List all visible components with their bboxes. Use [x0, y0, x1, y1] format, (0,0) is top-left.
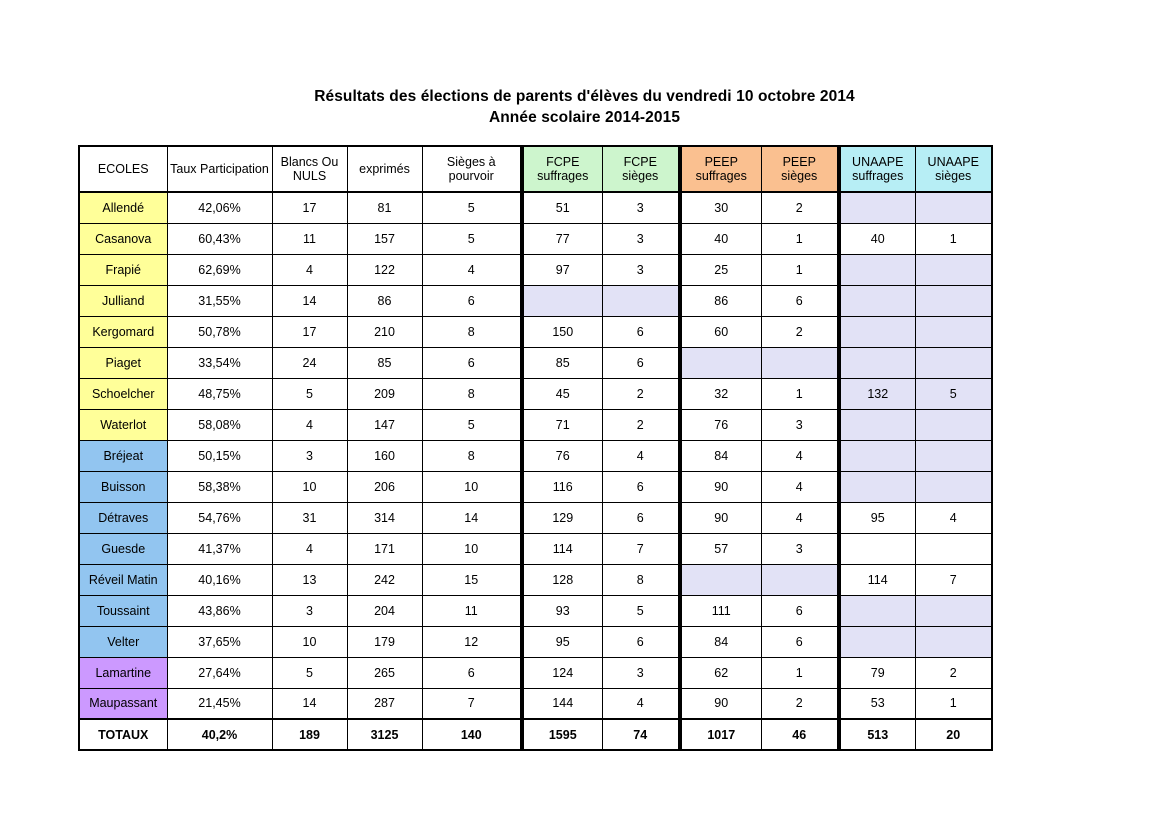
cell-unaape-sieges [915, 347, 992, 378]
cell-exprimes: 171 [347, 533, 422, 564]
cell-fcpe-sieges: 2 [602, 409, 680, 440]
cell-peep-sieges: 4 [761, 471, 839, 502]
cell-peep-sieges: 4 [761, 440, 839, 471]
cell-sieges-a-pourvoir: 11 [422, 595, 522, 626]
cell-blancs-nuls: 11 [272, 223, 347, 254]
cell-sieges-a-pourvoir: 14 [422, 502, 522, 533]
cell-taux-participation: 33,54% [167, 347, 272, 378]
cell-unaape-suffrages: 53 [839, 688, 915, 719]
cell-peep-suffrages: 84 [680, 440, 761, 471]
cell-peep-suffrages: 25 [680, 254, 761, 285]
cell-peep-sieges: 1 [761, 223, 839, 254]
cell-taux-participation: 58,08% [167, 409, 272, 440]
table-row [79, 285, 992, 316]
cell-fcpe-sieges: 6 [602, 626, 680, 657]
cell-peep-suffrages [680, 347, 761, 378]
cell-blancs-nuls: 4 [272, 533, 347, 564]
cell-peep-suffrages: 86 [680, 285, 761, 316]
cell-exprimes: 242 [347, 564, 422, 595]
cell-taux-participation: 37,65% [167, 626, 272, 657]
cell-peep-sieges: 1 [761, 254, 839, 285]
table-row [79, 378, 992, 409]
cell-peep-suffrages: 84 [680, 626, 761, 657]
cell-unaape-suffrages: 40 [839, 223, 915, 254]
cell-unaape-suffrages [839, 316, 915, 347]
cell-ecole: Allendé [79, 192, 167, 223]
cell-exprimes: 287 [347, 688, 422, 719]
cell-sieges-a-pourvoir: 12 [422, 626, 522, 657]
header-exprimes: exprimés [347, 146, 422, 192]
cell-fcpe-suffrages: 93 [522, 595, 602, 626]
cell-ecole: Casanova [79, 223, 167, 254]
cell-sieges-a-pourvoir: 6 [422, 347, 522, 378]
cell-ecole: TOTAUX [79, 719, 167, 750]
cell-unaape-sieges: 4 [915, 502, 992, 533]
cell-peep-suffrages: 57 [680, 533, 761, 564]
cell-sieges-a-pourvoir: 6 [422, 285, 522, 316]
cell-unaape-suffrages [839, 533, 915, 564]
header-unaape-sieges: UNAAPE sièges [915, 146, 992, 192]
cell-blancs-nuls: 24 [272, 347, 347, 378]
cell-exprimes: 160 [347, 440, 422, 471]
cell-peep-suffrages: 30 [680, 192, 761, 223]
header-unaape-suffrages: UNAAPE suffrages [839, 146, 915, 192]
cell-blancs-nuls: 31 [272, 502, 347, 533]
cell-fcpe-sieges: 3 [602, 657, 680, 688]
cell-peep-sieges: 1 [761, 657, 839, 688]
election-results-table [78, 145, 993, 751]
cell-unaape-sieges [915, 533, 992, 564]
table-body [79, 192, 992, 750]
cell-ecole: Guesde [79, 533, 167, 564]
cell-fcpe-suffrages: 45 [522, 378, 602, 409]
cell-peep-suffrages: 111 [680, 595, 761, 626]
cell-peep-sieges: 2 [761, 688, 839, 719]
cell-fcpe-suffrages: 1595 [522, 719, 602, 750]
cell-blancs-nuls: 14 [272, 688, 347, 719]
cell-sieges-a-pourvoir: 7 [422, 688, 522, 719]
header-blancs-nuls: Blancs Ou NULS [272, 146, 347, 192]
cell-fcpe-suffrages: 77 [522, 223, 602, 254]
cell-unaape-sieges [915, 626, 992, 657]
cell-peep-sieges: 1 [761, 378, 839, 409]
cell-sieges-a-pourvoir: 140 [422, 719, 522, 750]
cell-ecole: Buisson [79, 471, 167, 502]
cell-unaape-sieges [915, 409, 992, 440]
cell-taux-participation: 50,78% [167, 316, 272, 347]
cell-fcpe-suffrages: 114 [522, 533, 602, 564]
cell-ecole: Toussaint [79, 595, 167, 626]
cell-fcpe-sieges: 6 [602, 347, 680, 378]
cell-fcpe-suffrages: 76 [522, 440, 602, 471]
cell-fcpe-sieges: 2 [602, 378, 680, 409]
cell-fcpe-sieges [602, 285, 680, 316]
cell-fcpe-sieges: 4 [602, 688, 680, 719]
cell-taux-participation: 54,76% [167, 502, 272, 533]
cell-ecole: Waterlot [79, 409, 167, 440]
cell-sieges-a-pourvoir: 8 [422, 378, 522, 409]
cell-blancs-nuls: 5 [272, 657, 347, 688]
cell-peep-sieges: 6 [761, 626, 839, 657]
cell-unaape-suffrages: 513 [839, 719, 915, 750]
table-row [79, 564, 992, 595]
cell-ecole: Velter [79, 626, 167, 657]
cell-ecole: Julliand [79, 285, 167, 316]
cell-sieges-a-pourvoir: 5 [422, 192, 522, 223]
cell-taux-participation: 40,16% [167, 564, 272, 595]
cell-ecole: Détraves [79, 502, 167, 533]
cell-blancs-nuls: 189 [272, 719, 347, 750]
table-header [79, 146, 992, 192]
cell-peep-sieges: 3 [761, 409, 839, 440]
cell-sieges-a-pourvoir: 15 [422, 564, 522, 595]
cell-ecole: Frapié [79, 254, 167, 285]
title-line-1: Résultats des élections de parents d'élèves du vendredi 10 octobre 2014 [314, 88, 855, 105]
cell-exprimes: 179 [347, 626, 422, 657]
cell-peep-sieges: 6 [761, 595, 839, 626]
cell-fcpe-suffrages: 95 [522, 626, 602, 657]
cell-peep-suffrages [680, 564, 761, 595]
cell-taux-participation: 41,37% [167, 533, 272, 564]
cell-blancs-nuls: 10 [272, 626, 347, 657]
cell-unaape-sieges: 1 [915, 223, 992, 254]
cell-taux-participation: 62,69% [167, 254, 272, 285]
cell-fcpe-suffrages: 71 [522, 409, 602, 440]
table-row [79, 223, 992, 254]
cell-unaape-sieges [915, 192, 992, 223]
table-row [79, 440, 992, 471]
cell-exprimes: 81 [347, 192, 422, 223]
cell-exprimes: 86 [347, 285, 422, 316]
cell-fcpe-suffrages: 124 [522, 657, 602, 688]
cell-fcpe-suffrages: 85 [522, 347, 602, 378]
cell-unaape-suffrages [839, 595, 915, 626]
cell-peep-sieges: 6 [761, 285, 839, 316]
cell-taux-participation: 21,45% [167, 688, 272, 719]
cell-peep-suffrages: 62 [680, 657, 761, 688]
cell-unaape-suffrages: 79 [839, 657, 915, 688]
cell-unaape-suffrages [839, 471, 915, 502]
cell-peep-suffrages: 90 [680, 471, 761, 502]
cell-peep-sieges: 3 [761, 533, 839, 564]
cell-peep-sieges: 2 [761, 192, 839, 223]
cell-blancs-nuls: 13 [272, 564, 347, 595]
cell-taux-participation: 27,64% [167, 657, 272, 688]
cell-peep-sieges: 2 [761, 316, 839, 347]
cell-peep-sieges: 4 [761, 502, 839, 533]
header-peep-suffrages: PEEP suffrages [680, 146, 761, 192]
cell-fcpe-suffrages [522, 285, 602, 316]
cell-taux-participation: 43,86% [167, 595, 272, 626]
table-row-totals [79, 719, 992, 750]
cell-unaape-suffrages [839, 626, 915, 657]
cell-exprimes: 206 [347, 471, 422, 502]
cell-exprimes: 147 [347, 409, 422, 440]
cell-sieges-a-pourvoir: 10 [422, 533, 522, 564]
cell-fcpe-suffrages: 116 [522, 471, 602, 502]
cell-ecole: Schoelcher [79, 378, 167, 409]
title-line-2: Année scolaire 2014-2015 [488, 109, 681, 126]
cell-fcpe-sieges: 5 [602, 595, 680, 626]
table-row [79, 316, 992, 347]
header-fcpe-suffrages: FCPE suffrages [522, 146, 602, 192]
cell-blancs-nuls: 3 [272, 595, 347, 626]
cell-ecole: Réveil Matin [79, 564, 167, 595]
cell-taux-participation: 48,75% [167, 378, 272, 409]
cell-peep-sieges: 46 [761, 719, 839, 750]
cell-unaape-sieges [915, 254, 992, 285]
cell-taux-participation: 60,43% [167, 223, 272, 254]
cell-peep-sieges [761, 564, 839, 595]
header-taux-participation: Taux Participation [167, 146, 272, 192]
table-row [79, 533, 992, 564]
cell-sieges-a-pourvoir: 8 [422, 440, 522, 471]
cell-blancs-nuls: 10 [272, 471, 347, 502]
cell-unaape-suffrages [839, 409, 915, 440]
cell-sieges-a-pourvoir: 5 [422, 223, 522, 254]
cell-fcpe-sieges: 7 [602, 533, 680, 564]
cell-exprimes: 204 [347, 595, 422, 626]
cell-blancs-nuls: 14 [272, 285, 347, 316]
cell-unaape-suffrages [839, 347, 915, 378]
cell-peep-suffrages: 1017 [680, 719, 761, 750]
table-row [79, 192, 992, 223]
cell-fcpe-sieges: 3 [602, 254, 680, 285]
table-row [79, 688, 992, 719]
cell-exprimes: 314 [347, 502, 422, 533]
cell-unaape-suffrages [839, 440, 915, 471]
cell-exprimes: 157 [347, 223, 422, 254]
cell-fcpe-suffrages: 150 [522, 316, 602, 347]
cell-fcpe-suffrages: 129 [522, 502, 602, 533]
table-row [79, 626, 992, 657]
cell-peep-suffrages: 40 [680, 223, 761, 254]
cell-ecole: Bréjeat [79, 440, 167, 471]
cell-exprimes: 122 [347, 254, 422, 285]
cell-unaape-sieges [915, 471, 992, 502]
cell-unaape-suffrages [839, 254, 915, 285]
cell-peep-suffrages: 76 [680, 409, 761, 440]
cell-fcpe-sieges: 6 [602, 316, 680, 347]
cell-fcpe-suffrages: 144 [522, 688, 602, 719]
cell-unaape-suffrages: 114 [839, 564, 915, 595]
cell-fcpe-sieges: 3 [602, 223, 680, 254]
cell-ecole: Maupassant [79, 688, 167, 719]
cell-taux-participation: 31,55% [167, 285, 272, 316]
cell-blancs-nuls: 5 [272, 378, 347, 409]
cell-unaape-suffrages [839, 192, 915, 223]
cell-taux-participation: 58,38% [167, 471, 272, 502]
cell-blancs-nuls: 4 [272, 254, 347, 285]
cell-sieges-a-pourvoir: 5 [422, 409, 522, 440]
cell-ecole: Kergomard [79, 316, 167, 347]
header-fcpe-sieges: FCPE sièges [602, 146, 680, 192]
cell-peep-suffrages: 32 [680, 378, 761, 409]
cell-unaape-suffrages: 95 [839, 502, 915, 533]
cell-taux-participation: 50,15% [167, 440, 272, 471]
cell-unaape-sieges: 5 [915, 378, 992, 409]
cell-peep-suffrages: 60 [680, 316, 761, 347]
cell-unaape-sieges [915, 440, 992, 471]
table-row [79, 657, 992, 688]
header-sieges-a-pourvoir: Sièges à pourvoir [422, 146, 522, 192]
cell-fcpe-sieges: 74 [602, 719, 680, 750]
table-row [79, 595, 992, 626]
table-row [79, 471, 992, 502]
table-row [79, 409, 992, 440]
cell-exprimes: 210 [347, 316, 422, 347]
cell-sieges-a-pourvoir: 4 [422, 254, 522, 285]
cell-unaape-sieges [915, 285, 992, 316]
cell-peep-suffrages: 90 [680, 688, 761, 719]
cell-exprimes: 85 [347, 347, 422, 378]
header-peep-sieges: PEEP sièges [761, 146, 839, 192]
cell-exprimes: 209 [347, 378, 422, 409]
header-ecoles: ECOLES [79, 146, 167, 192]
cell-blancs-nuls: 17 [272, 316, 347, 347]
cell-unaape-suffrages [839, 285, 915, 316]
table-header-row [79, 146, 992, 192]
table-row [79, 254, 992, 285]
cell-unaape-suffrages: 132 [839, 378, 915, 409]
cell-sieges-a-pourvoir: 6 [422, 657, 522, 688]
cell-unaape-sieges: 2 [915, 657, 992, 688]
cell-peep-suffrages: 90 [680, 502, 761, 533]
cell-blancs-nuls: 17 [272, 192, 347, 223]
results-table-container [78, 145, 993, 751]
cell-unaape-sieges [915, 316, 992, 347]
cell-sieges-a-pourvoir: 8 [422, 316, 522, 347]
cell-unaape-sieges: 20 [915, 719, 992, 750]
cell-ecole: Piaget [79, 347, 167, 378]
cell-blancs-nuls: 3 [272, 440, 347, 471]
cell-sieges-a-pourvoir: 10 [422, 471, 522, 502]
cell-fcpe-sieges: 4 [602, 440, 680, 471]
cell-fcpe-sieges: 3 [602, 192, 680, 223]
cell-taux-participation: 42,06% [167, 192, 272, 223]
cell-fcpe-suffrages: 51 [522, 192, 602, 223]
table-row [79, 502, 992, 533]
cell-taux-participation: 40,2% [167, 719, 272, 750]
cell-exprimes: 3125 [347, 719, 422, 750]
cell-unaape-sieges: 1 [915, 688, 992, 719]
cell-exprimes: 265 [347, 657, 422, 688]
cell-ecole: Lamartine [79, 657, 167, 688]
cell-fcpe-suffrages: 97 [522, 254, 602, 285]
cell-blancs-nuls: 4 [272, 409, 347, 440]
table-row [79, 347, 992, 378]
cell-fcpe-sieges: 6 [602, 502, 680, 533]
cell-unaape-sieges [915, 595, 992, 626]
cell-unaape-sieges: 7 [915, 564, 992, 595]
cell-fcpe-sieges: 6 [602, 471, 680, 502]
document-title [0, 86, 1169, 128]
cell-peep-sieges [761, 347, 839, 378]
cell-fcpe-suffrages: 128 [522, 564, 602, 595]
cell-fcpe-sieges: 8 [602, 564, 680, 595]
